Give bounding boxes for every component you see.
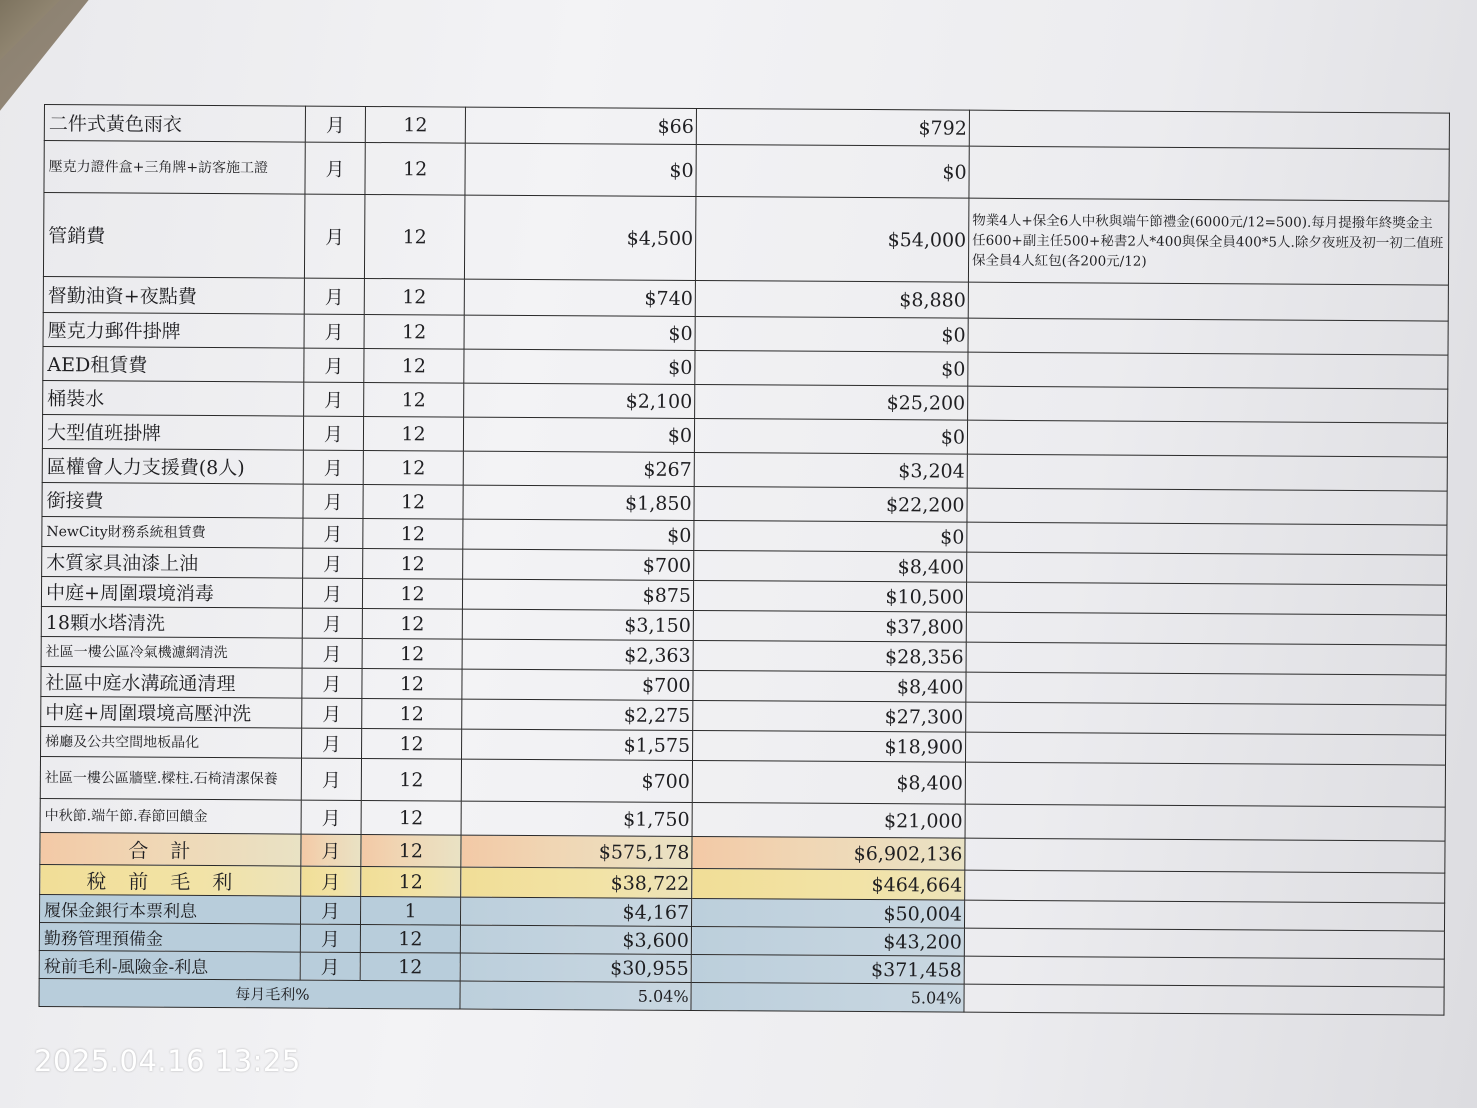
note-cell xyxy=(967,522,1447,555)
annual-amount-cell: $0 xyxy=(695,350,968,386)
note-cell xyxy=(966,642,1446,675)
item-name-cell: NewCity財務系統租賃費 xyxy=(42,516,303,548)
quantity-cell: 12 xyxy=(362,578,462,609)
annual-amount-cell: $10,500 xyxy=(693,580,966,612)
note-cell xyxy=(968,282,1448,321)
monthly-amount-cell: $700 xyxy=(463,549,694,580)
quantity-cell: 12 xyxy=(363,416,463,451)
note-cell xyxy=(967,552,1447,585)
annual-amount-cell: $18,900 xyxy=(693,730,966,762)
quantity-cell: 12 xyxy=(364,314,464,349)
annual-amount-cell: $22,200 xyxy=(694,486,967,522)
budget-table xyxy=(38,104,1449,1016)
quantity-cell: 12 xyxy=(362,668,462,699)
annual-amount-cell: $8,400 xyxy=(693,670,966,702)
monthly-amount-cell: $2,100 xyxy=(464,383,695,418)
unit-cell: 月 xyxy=(300,952,360,980)
item-name-cell: 稅前毛利-風險金-利息 xyxy=(39,950,300,980)
monthly-amount-cell: $0 xyxy=(464,315,695,350)
table-row xyxy=(43,193,1448,286)
monthly-amount-cell: $0 xyxy=(464,349,695,384)
monthly-amount-cell: $66 xyxy=(465,107,696,144)
note-cell: 物業4人+保全6人中秋與端午節禮金(6000元/12=500).每月提撥年終獎金主任600+副主任500+秘書2人*400與保全員400*5人.除夕夜班及初一初二值班保全員4人紅包(各200元/12) xyxy=(968,198,1449,285)
annual-margin-cell: 5.04% xyxy=(691,982,964,1012)
note-cell xyxy=(967,420,1447,457)
annual-amount-cell: $8,880 xyxy=(695,280,968,318)
quantity-cell: 12 xyxy=(362,608,462,639)
annual-amount-cell: $37,800 xyxy=(693,610,966,642)
quantity-cell: 12 xyxy=(364,194,465,279)
annual-amount-cell: $0 xyxy=(694,418,967,454)
quantity-cell: 12 xyxy=(363,548,463,579)
note-cell xyxy=(969,146,1449,201)
quantity-cell: 12 xyxy=(364,382,464,417)
quantity-cell: 12 xyxy=(361,758,461,801)
annual-amount-cell: $0 xyxy=(695,316,968,352)
item-name-cell: 壓克力郵件掛牌 xyxy=(43,312,304,348)
annual-amount-cell: $27,300 xyxy=(693,700,966,732)
note-cell xyxy=(969,110,1449,149)
quantity-cell: 12 xyxy=(363,484,463,519)
annual-amount-cell: $464,664 xyxy=(692,868,965,900)
annual-amount-cell: $8,400 xyxy=(694,550,967,582)
unit-cell: 月 xyxy=(301,758,361,800)
note-cell xyxy=(964,928,1444,959)
monthly-amount-cell: $875 xyxy=(462,579,693,610)
annual-amount-cell: $50,004 xyxy=(691,898,964,928)
annual-amount-cell: $43,200 xyxy=(691,926,964,956)
unit-cell: 月 xyxy=(303,484,363,518)
monthly-amount-cell: $38,722 xyxy=(461,867,692,898)
note-cell xyxy=(968,318,1448,355)
budget-table-container xyxy=(38,104,1448,1016)
item-name-cell: 中庭+周圍環境高壓沖洗 xyxy=(41,696,302,728)
quantity-cell: 12 xyxy=(362,728,462,759)
quantity-cell: 12 xyxy=(360,924,460,953)
monthly-margin-cell: 5.04% xyxy=(460,981,691,1010)
annual-amount-cell: $28,356 xyxy=(693,640,966,672)
item-name-cell: 桶裝水 xyxy=(43,380,304,416)
unit-cell: 月 xyxy=(302,638,362,668)
monthly-amount-cell: $4,500 xyxy=(464,195,696,280)
item-name-cell: 社區一樓公區冷氣機濾網清洗 xyxy=(41,636,302,668)
note-cell xyxy=(965,732,1445,765)
annual-amount-cell: $371,458 xyxy=(691,954,964,984)
note-cell xyxy=(966,672,1446,705)
unit-cell: 月 xyxy=(302,728,362,758)
monthly-amount-cell: $0 xyxy=(463,519,694,550)
item-name-cell: 中庭+周圍環境消毒 xyxy=(41,576,302,608)
monthly-amount-cell: $700 xyxy=(462,669,693,700)
table-row xyxy=(44,141,1449,202)
item-name-cell: 中秋節.端午節.春節回饋金 xyxy=(40,798,301,834)
note-cell xyxy=(966,582,1446,615)
annual-amount-cell: $25,200 xyxy=(695,384,968,420)
quantity-cell: 12 xyxy=(362,638,462,669)
margin-label: 每月毛利% xyxy=(39,978,460,1009)
annual-amount-cell: $0 xyxy=(696,144,969,198)
unit-cell: 月 xyxy=(304,314,364,348)
monthly-amount-cell: $4,167 xyxy=(460,897,691,926)
unit-cell: 月 xyxy=(304,278,364,314)
annual-amount-cell: $792 xyxy=(696,108,969,146)
item-name-cell: 大型值班掛牌 xyxy=(42,414,303,450)
quantity-cell: 12 xyxy=(365,142,465,195)
monthly-amount-cell: $575,178 xyxy=(461,835,692,868)
note-cell xyxy=(965,838,1445,873)
unit-cell: 月 xyxy=(304,348,364,382)
total-label: 合計 xyxy=(40,832,301,866)
unit-cell: 月 xyxy=(304,194,365,278)
quantity-cell: 12 xyxy=(363,518,463,549)
unit-cell: 月 xyxy=(301,800,361,834)
annual-amount-cell: $0 xyxy=(694,520,967,552)
annual-amount-cell: $8,400 xyxy=(692,760,965,804)
monthly-amount-cell: $700 xyxy=(461,759,692,802)
gross-label: 稅前毛利 xyxy=(40,864,301,896)
item-name-cell: 區權會人力支援費(8人) xyxy=(42,448,303,484)
unit-cell: 月 xyxy=(304,382,364,416)
note-cell xyxy=(965,870,1445,903)
monthly-amount-cell: $1,750 xyxy=(461,801,692,836)
monthly-amount-cell: $2,363 xyxy=(462,639,693,670)
item-name-cell: 履保金銀行本票利息 xyxy=(40,894,301,924)
item-name-cell: 社區一樓公區牆壁.樑柱.石椅清潔保養 xyxy=(40,756,301,800)
note-cell xyxy=(965,804,1445,841)
quantity-cell: 12 xyxy=(364,278,464,315)
item-name-cell: 18顆水塔清洗 xyxy=(41,606,302,638)
unit-cell: 月 xyxy=(302,668,362,698)
note-cell xyxy=(964,956,1444,987)
quantity-cell: 12 xyxy=(361,866,461,897)
note-cell xyxy=(964,984,1444,1015)
quantity-cell: 1 xyxy=(360,896,460,925)
monthly-amount-cell: $267 xyxy=(463,451,694,486)
annual-amount-cell: $6,902,136 xyxy=(692,836,965,870)
quantity-cell: 12 xyxy=(365,106,465,143)
unit-cell: 月 xyxy=(302,578,362,608)
unit-cell: 月 xyxy=(303,518,363,548)
note-cell xyxy=(966,612,1446,645)
monthly-amount-cell: $3,600 xyxy=(460,925,691,954)
item-name-cell: 梯廳及公共空間地板晶化 xyxy=(41,726,302,758)
annual-amount-cell: $21,000 xyxy=(692,802,965,838)
item-name-cell: 銜接費 xyxy=(42,482,303,518)
unit-cell: 月 xyxy=(302,608,362,638)
unit-cell: 月 xyxy=(305,142,365,194)
quantity-cell: 12 xyxy=(363,450,463,485)
photo-timestamp: 2025.04.16 13:25 xyxy=(34,1044,301,1078)
unit-cell: 月 xyxy=(303,450,363,484)
unit-cell: 月 xyxy=(301,834,361,866)
note-cell xyxy=(968,386,1448,423)
item-name-cell: 社區中庭水溝疏通清理 xyxy=(41,666,302,698)
quantity-cell: 12 xyxy=(361,834,461,867)
unit-cell: 月 xyxy=(303,548,363,578)
item-name-cell: 二件式黃色雨衣 xyxy=(44,105,305,143)
item-name-cell: 壓克力證件盒+三角牌+訪客施工證 xyxy=(44,141,305,195)
monthly-amount-cell: $2,275 xyxy=(462,699,693,730)
quantity-cell: 12 xyxy=(362,698,462,729)
monthly-amount-cell: $1,850 xyxy=(463,485,694,520)
unit-cell: 月 xyxy=(301,866,361,896)
monthly-amount-cell: $0 xyxy=(465,143,696,196)
item-name-cell: 督勤油資+夜點費 xyxy=(43,276,304,314)
unit-cell: 月 xyxy=(303,416,363,450)
note-cell xyxy=(966,702,1446,735)
monthly-amount-cell: $0 xyxy=(463,417,694,452)
quantity-cell: 12 xyxy=(360,952,460,981)
monthly-amount-cell: $1,575 xyxy=(462,729,693,760)
quantity-cell: 12 xyxy=(361,800,461,835)
note-cell xyxy=(967,454,1447,491)
unit-cell: 月 xyxy=(305,106,365,142)
unit-cell: 月 xyxy=(302,698,362,728)
note-cell xyxy=(968,352,1448,389)
note-cell xyxy=(964,900,1444,931)
unit-cell: 月 xyxy=(300,896,360,924)
monthly-amount-cell: $740 xyxy=(464,279,695,316)
item-name-cell: 勤務管理預備金 xyxy=(39,922,300,952)
item-name-cell: 管銷費 xyxy=(43,193,305,279)
unit-cell: 月 xyxy=(300,924,360,952)
note-cell xyxy=(967,488,1447,525)
monthly-amount-cell: $30,955 xyxy=(460,953,691,982)
annual-amount-cell: $3,204 xyxy=(694,452,967,488)
annual-amount-cell: $54,000 xyxy=(695,196,969,282)
monthly-amount-cell: $3,150 xyxy=(462,609,693,640)
item-name-cell: 木質家具油漆上油 xyxy=(42,546,303,578)
quantity-cell: 12 xyxy=(364,348,464,383)
item-name-cell: AED租賃費 xyxy=(43,346,304,382)
note-cell xyxy=(965,762,1445,807)
